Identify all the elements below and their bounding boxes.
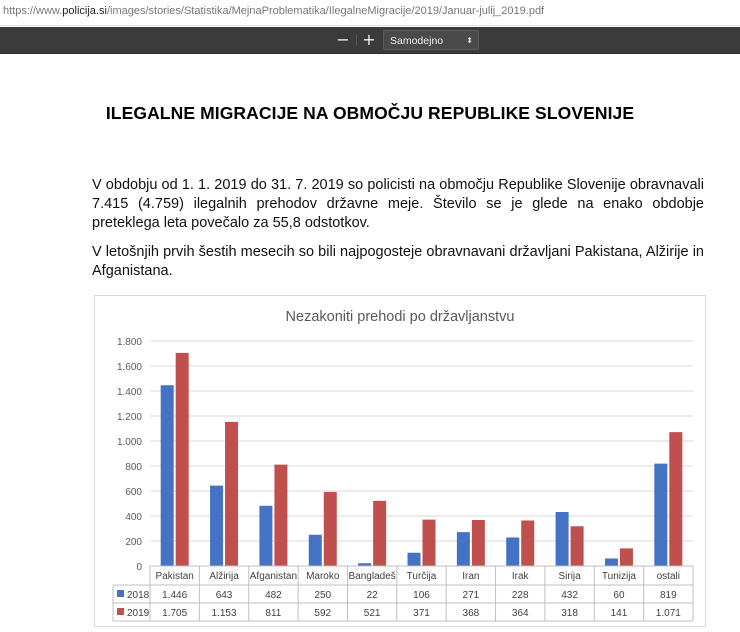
zoom-select-value: Samodejno xyxy=(390,35,444,47)
zoom-in-button[interactable]: + xyxy=(362,30,376,49)
x-tick-label: Bangladeš xyxy=(348,571,396,582)
select-arrows-icon: ⬍ xyxy=(466,36,473,45)
bar-2019 xyxy=(669,432,682,566)
bar-chart xyxy=(95,296,705,626)
data-label: 228 xyxy=(511,590,529,601)
y-tick-label: 200 xyxy=(125,537,142,548)
x-tick-label: Afganistan xyxy=(249,571,298,582)
zoom-out-button[interactable]: − xyxy=(336,30,350,49)
data-label: 482 xyxy=(265,590,282,601)
bar-2018 xyxy=(408,553,421,566)
url-text[interactable] xyxy=(3,5,544,17)
data-label: 592 xyxy=(314,608,332,619)
chart-title: Nezakoniti prehodi po državljanstvu xyxy=(285,309,515,325)
bar-2019 xyxy=(373,501,386,566)
x-tick-label: Tunizija xyxy=(601,571,637,582)
x-tick-label: Maroko xyxy=(306,571,340,582)
pdf-toolbar xyxy=(0,27,740,54)
bar-2019 xyxy=(274,465,287,566)
address-bar[interactable] xyxy=(0,0,740,26)
bar-2018 xyxy=(259,506,272,566)
zoom-select[interactable] xyxy=(383,30,479,50)
x-tick-label: Pakistan xyxy=(155,571,194,582)
y-tick-label: 1.600 xyxy=(116,362,142,373)
bar-2018 xyxy=(161,385,174,566)
data-label: 432 xyxy=(561,590,578,601)
y-tick-label: 1.400 xyxy=(116,387,142,398)
bar-2019 xyxy=(571,526,584,566)
x-tick-label: Irak xyxy=(511,571,529,582)
data-label: 368 xyxy=(462,608,480,619)
bar-2019 xyxy=(225,422,238,566)
y-tick-label: 400 xyxy=(125,512,142,523)
url-path: /images/stories/Statistika/MejnaProblematika/IlegalneMigracije/2019/Januar-julij_2019.pdf xyxy=(106,5,545,17)
data-label: 318 xyxy=(561,608,578,619)
bar-2018 xyxy=(654,464,667,566)
data-label: 250 xyxy=(314,590,332,601)
x-tick-label: Turčija xyxy=(406,571,437,582)
data-label: 271 xyxy=(462,590,480,601)
y-tick-label: 0 xyxy=(136,562,142,573)
data-label: 1.071 xyxy=(655,608,681,619)
paragraph-2: V letošnjih prvih šestih mesecih so bili najpogosteje obravnavani državljani Pakistana, Alžirije in Afganistana. xyxy=(92,244,704,279)
data-label: 1.153 xyxy=(211,608,237,619)
bar-2018 xyxy=(210,486,223,566)
data-label: 22 xyxy=(366,590,378,601)
bar-2019 xyxy=(620,548,633,566)
data-label: 364 xyxy=(511,608,529,619)
bar-2019 xyxy=(423,520,436,566)
bar-2018 xyxy=(457,532,470,566)
x-tick-label: Alžirija xyxy=(209,571,239,582)
data-label: 141 xyxy=(610,608,628,619)
data-label: 371 xyxy=(413,608,430,619)
legend-key-2018 xyxy=(117,590,124,597)
bar-2019 xyxy=(472,520,485,566)
bar-2018 xyxy=(556,512,569,566)
legend-label: 2019 xyxy=(127,608,150,619)
y-tick-label: 1.200 xyxy=(116,412,142,423)
bar-2019 xyxy=(521,521,534,567)
data-label: 1.446 xyxy=(162,590,188,601)
legend-label: 2018 xyxy=(127,590,150,601)
data-label: 811 xyxy=(265,608,282,619)
data-label: 643 xyxy=(215,590,233,601)
bar-2018 xyxy=(605,559,618,567)
data-label: 106 xyxy=(413,590,430,601)
y-tick-label: 1.800 xyxy=(116,337,142,348)
document-title: ILEGALNE MIGRACIJE NA OBMOČJU REPUBLIKE SLOVENIJE xyxy=(105,103,635,123)
data-label: 819 xyxy=(659,590,677,601)
bar-2019 xyxy=(176,353,189,566)
data-label: 521 xyxy=(363,608,381,619)
toolbar-separator xyxy=(356,34,357,46)
bar-2018 xyxy=(506,538,519,567)
paragraph-1: V obdobju od 1. 1. 2019 do 31. 7. 2019 so policisti na območju Republike Slovenije obravnavali 7.415 (4.759) ilegalnih prehodov državne meje. Število se je glede na enako obdobje preteklega leta povečalo za 55,8 odstotkov. xyxy=(92,177,704,231)
y-tick-label: 800 xyxy=(125,462,142,473)
data-label: 60 xyxy=(613,590,625,601)
data-label: 1.705 xyxy=(162,608,188,619)
bar-2018 xyxy=(309,535,322,566)
chart-container xyxy=(94,295,706,627)
pdf-page xyxy=(0,54,740,632)
y-tick-label: 1.000 xyxy=(116,437,142,448)
url-domain: policija.si xyxy=(62,5,107,17)
x-tick-label: Sirija xyxy=(558,571,581,582)
legend-key-2019 xyxy=(117,608,124,615)
url-prefix: https://www. xyxy=(3,5,63,17)
bar-2019 xyxy=(324,492,337,566)
x-tick-label: Iran xyxy=(462,571,480,582)
x-tick-label: ostali xyxy=(656,571,680,582)
y-tick-label: 600 xyxy=(125,487,142,498)
